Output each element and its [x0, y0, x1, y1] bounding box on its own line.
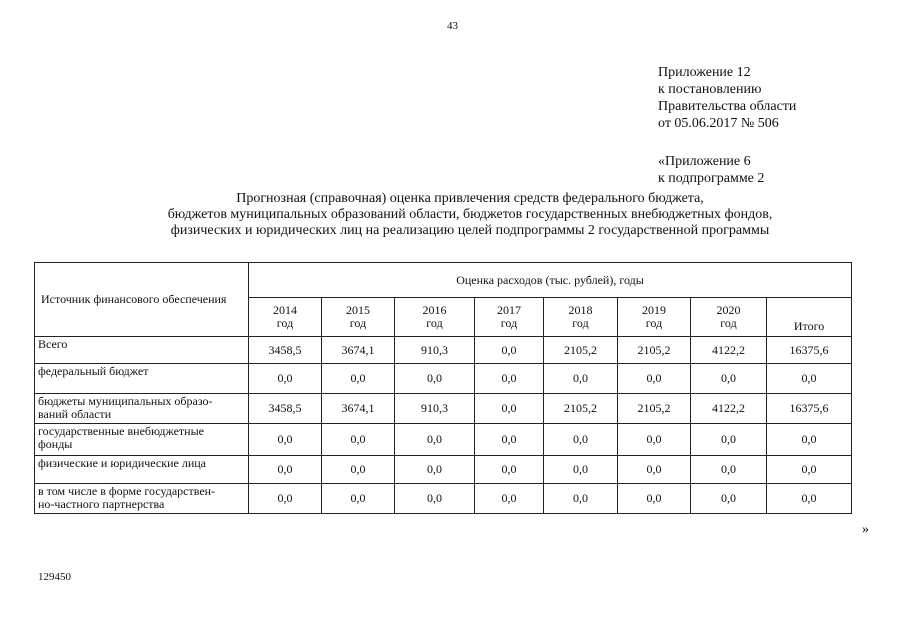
value-cell: 0,0: [618, 424, 691, 456]
value-cell: 0,0: [691, 456, 767, 484]
value-cell: 2105,2: [544, 337, 618, 364]
total-cell: 16375,6: [767, 394, 852, 424]
year-header: 2018 год: [544, 298, 618, 337]
value-cell: 2105,2: [618, 394, 691, 424]
value-cell: 0,0: [475, 484, 544, 514]
value-cell: 3458,5: [249, 394, 322, 424]
value-cell: 910,3: [395, 394, 475, 424]
value-cell: 2105,2: [618, 337, 691, 364]
year-header: 2016 год: [395, 298, 475, 337]
year-header: 2014 год: [249, 298, 322, 337]
value-cell: 3674,1: [322, 337, 395, 364]
value-cell: 0,0: [395, 484, 475, 514]
value-cell: 0,0: [249, 456, 322, 484]
appendix-line: Приложение 12: [658, 65, 751, 80]
value-cell: 0,0: [618, 364, 691, 394]
appendix-sub-block: [658, 153, 764, 187]
appendix-sub-line: «Приложение 6: [658, 154, 751, 169]
table-row: [35, 394, 852, 424]
source-cell: федеральный бюджет: [35, 364, 249, 394]
value-cell: 0,0: [249, 364, 322, 394]
appendix-line: к постановлению: [658, 82, 762, 97]
source-cell: в том числе в форме государствен- но-частного партнерства: [35, 484, 249, 514]
value-cell: 0,0: [322, 484, 395, 514]
table-row: [35, 424, 852, 456]
title-line: бюджетов муниципальных образований области, бюджетов государственных внебюджетных фондов,: [167, 207, 773, 222]
value-cell: 0,0: [322, 456, 395, 484]
estimate-header: Оценка расходов (тыс. рублей), годы: [249, 263, 852, 298]
document-title: [115, 191, 825, 239]
value-cell: 0,0: [691, 424, 767, 456]
source-header: Источник финансового обеспечения: [35, 263, 249, 337]
value-cell: 0,0: [395, 364, 475, 394]
value-cell: 0,0: [544, 424, 618, 456]
total-cell: 16375,6: [767, 337, 852, 364]
title-line: физических и юридических лиц на реализацию целей подпрограммы 2 государственной программы: [170, 223, 770, 238]
appendix-sub-line: к подпрограмме 2: [658, 171, 765, 186]
value-cell: 4122,2: [691, 394, 767, 424]
year-header: 2015 год: [322, 298, 395, 337]
closing-quote-mark: »: [862, 522, 869, 537]
year-header: 2020 год: [691, 298, 767, 337]
value-cell: 0,0: [475, 424, 544, 456]
value-cell: 0,0: [322, 424, 395, 456]
value-cell: 0,0: [544, 364, 618, 394]
total-cell: 0,0: [767, 484, 852, 514]
value-cell: 910,3: [395, 337, 475, 364]
value-cell: 2105,2: [544, 394, 618, 424]
table-row: [35, 364, 852, 394]
value-cell: 0,0: [618, 456, 691, 484]
total-cell: 0,0: [767, 364, 852, 394]
value-cell: 0,0: [249, 424, 322, 456]
value-cell: 0,0: [475, 456, 544, 484]
total-header: Итого: [767, 298, 852, 337]
value-cell: 0,0: [475, 337, 544, 364]
value-cell: 0,0: [475, 364, 544, 394]
value-cell: 0,0: [691, 484, 767, 514]
appendix-line: от 05.06.2017 № 506: [658, 116, 779, 131]
value-cell: 0,0: [544, 484, 618, 514]
value-cell: 0,0: [395, 424, 475, 456]
value-cell: 0,0: [395, 456, 475, 484]
year-header: 2017 год: [475, 298, 544, 337]
value-cell: 3458,5: [249, 337, 322, 364]
source-cell: Всего: [35, 337, 249, 364]
value-cell: 0,0: [322, 364, 395, 394]
value-cell: 0,0: [691, 364, 767, 394]
source-cell: бюджеты муниципальных образо- ваний области: [35, 394, 249, 424]
value-cell: 4122,2: [691, 337, 767, 364]
value-cell: 0,0: [618, 484, 691, 514]
page-number: 43: [447, 20, 458, 32]
source-cell: государственные внебюджетные фонды: [35, 424, 249, 456]
appendix-line: Правительства области: [658, 99, 797, 114]
total-cell: 0,0: [767, 456, 852, 484]
value-cell: 3674,1: [322, 394, 395, 424]
table-row: [35, 456, 852, 484]
source-cell: физические и юридические лица: [35, 456, 249, 484]
total-cell: 0,0: [767, 424, 852, 456]
appendix-block: [658, 64, 796, 132]
table-row: [35, 337, 852, 364]
document-code: 129450: [38, 571, 71, 583]
table-row: [35, 484, 852, 514]
value-cell: 0,0: [475, 394, 544, 424]
title-line: Прогнозная (справочная) оценка привлечения средств федерального бюджета,: [236, 191, 704, 206]
value-cell: 0,0: [544, 456, 618, 484]
year-header: 2019 год: [618, 298, 691, 337]
value-cell: 0,0: [249, 484, 322, 514]
funding-table: [34, 262, 852, 514]
